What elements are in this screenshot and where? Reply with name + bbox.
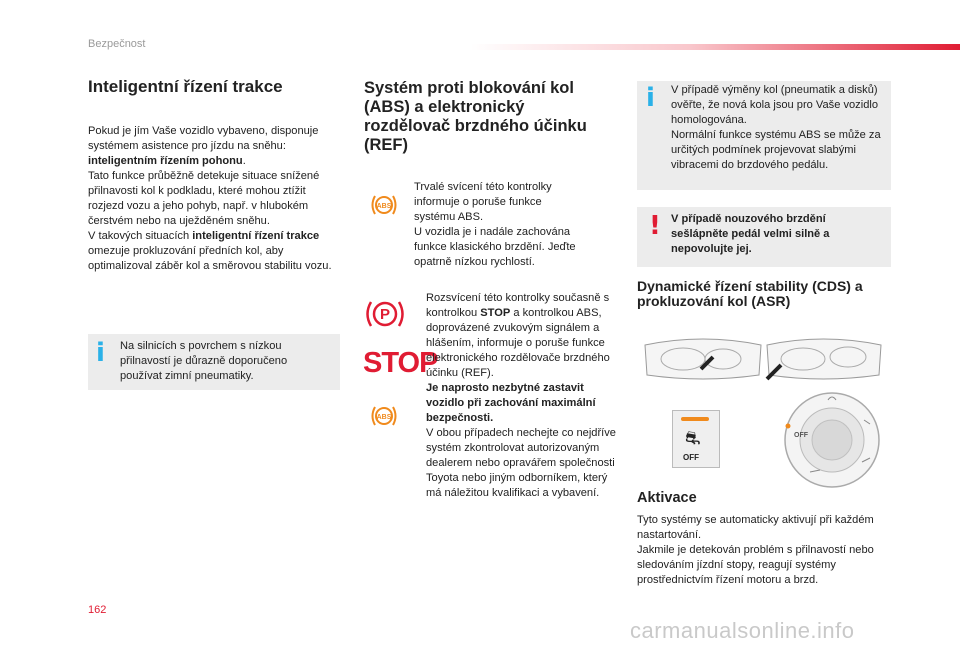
ref-t3a: Rozsvícení této kontrolky současně s kontrolkou bbox=[426, 292, 610, 319]
info-icon: i bbox=[96, 338, 105, 368]
traction-p3c: omezuje prokluzování předních kol, aby optimalizoval záběr kol a směrovou stabilitu vozu. bbox=[88, 245, 332, 272]
ref-t3c: a kontrolkou ABS, doprovázené zvukovým signálem a hlášením, informuje o poruše funkce elektronického rozdělovače brzdného účinku (REF). bbox=[426, 307, 610, 379]
abs-title: Systém proti blokování kol (ABS) a elektronický rozdělovač brzdného účinku (REF) bbox=[364, 79, 587, 154]
svg-text:ABS: ABS bbox=[376, 203, 392, 210]
abs-warning-icon bbox=[369, 194, 399, 216]
aktivace-text bbox=[637, 513, 897, 588]
ref-t3-bold: Je naprosto nezbytné zastavit vozidlo při zachování maximální bezpečnosti. bbox=[426, 382, 596, 424]
abs-info-text bbox=[671, 83, 885, 173]
cds-off-button bbox=[672, 410, 720, 468]
aktivace-p1: Tyto systémy se automaticky aktivují při každém nastartování. bbox=[637, 514, 874, 541]
abs-t1: Trvalé svícení této kontrolky informuje o poruše funkce systému ABS. bbox=[414, 181, 552, 223]
traction-p3a: V takových situacích bbox=[88, 230, 193, 242]
abs-info-2: Normální funkce systému ABS se může za určitých podmínek projevovat slabými vibracemi do brzdového pedálu. bbox=[671, 129, 881, 171]
brake-p-icon bbox=[364, 298, 406, 330]
skid-car-icon: ⛐ bbox=[685, 428, 701, 448]
emergency-warning-text: V případě nouzového brzdění sešlápněte pedál velmi silně a nepovolujte jej. bbox=[671, 213, 830, 255]
svg-text:ABS: ABS bbox=[376, 414, 392, 421]
traction-info-box bbox=[88, 334, 340, 390]
watermark: carmanualsonline.info bbox=[630, 618, 855, 643]
cds-title: Dynamické řízení stability (CDS) a prokluzování kol (ASR) bbox=[637, 278, 863, 309]
page-number: 162 bbox=[88, 604, 107, 616]
traction-info-text: Na silnicích s povrchem s nízkou přilnavostí je důrazně doporučeno používat zimní pneumatiky. bbox=[120, 340, 288, 382]
stop-icon: STOP bbox=[363, 347, 438, 379]
aktivace-p2: Jakmile je detekován problém s přilnavostí nebo sledováním jízdní stopy, reagují systémy prostřednictvím řízení motoru a brzd. bbox=[637, 544, 874, 586]
traction-p3b: inteligentní řízení trakce bbox=[192, 230, 320, 242]
mode-selector-dial bbox=[782, 390, 882, 495]
indicator-led bbox=[681, 417, 709, 421]
info-icon: i bbox=[646, 83, 655, 113]
traction-p1c: . bbox=[242, 155, 246, 167]
traction-text bbox=[88, 124, 343, 274]
abs-info-box bbox=[637, 81, 891, 190]
svg-text:P: P bbox=[379, 306, 391, 323]
warning-icon: ! bbox=[649, 211, 661, 241]
header-accent-bar bbox=[470, 44, 960, 50]
traction-p1a: Pokud je jím Vaše vozidlo vybaveno, disponuje systémem asistence pro jízdu na sněhu: bbox=[88, 125, 319, 152]
traction-p2: Tato funkce průběžně detekuje situace snížené přilnavosti kol k podkladu, které mohou ztížit rozjezd vozu a jeho pohyb, např. v hlubokém čerstvém nebo na uježděném sněhu. bbox=[88, 170, 320, 227]
abs-t2: U vozidla je i nadále zachována funkce klasického brzdění. Jeďte opatrně nízkou rychlostí. bbox=[414, 226, 576, 268]
ref-t3b: STOP bbox=[480, 307, 511, 319]
section-label: Bezpečnost bbox=[88, 38, 146, 50]
abs-warning-icon-2 bbox=[369, 405, 399, 427]
traction-p1b: inteligentním řízením pohonu bbox=[88, 155, 243, 167]
dial-off-label: OFF bbox=[794, 432, 808, 439]
abs-text-1 bbox=[414, 180, 584, 270]
aktivace-title: Aktivace bbox=[637, 490, 697, 506]
ref-text bbox=[426, 291, 621, 501]
traction-title: Inteligentní řízení trakce bbox=[88, 77, 283, 96]
emergency-warning-box bbox=[637, 207, 891, 267]
ref-t3d: V obou případech nechejte co nejdříve systém zkontrolovat autorizovaným dealerem nebo opravářem společnosti Toyota nebo jiným odborníkem, který má náležitou kvalifikaci a vybavení. bbox=[426, 427, 616, 499]
abs-info-1: V případě výměny kol (pneumatik a disků) ověřte, že nová kola jsou pro Vaše vozidlo homologována. bbox=[671, 84, 878, 126]
off-label: OFF bbox=[683, 453, 699, 462]
dashboard-illustration bbox=[643, 335, 883, 390]
